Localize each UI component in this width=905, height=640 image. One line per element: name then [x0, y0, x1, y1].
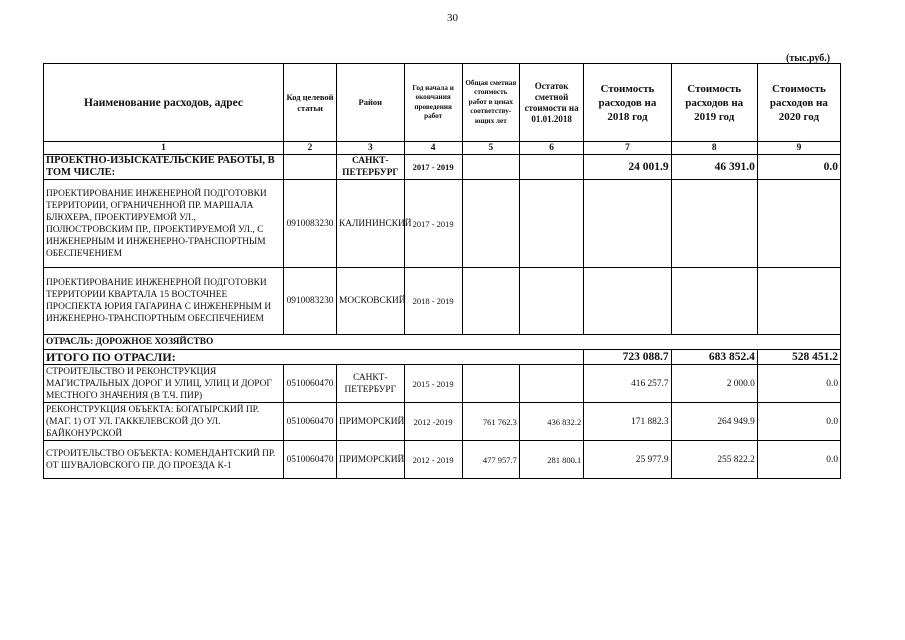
- row-2018: 171 882.3: [584, 403, 671, 441]
- row-name: ПРОЕКТИРОВАНИЕ ИНЖЕНЕРНОЙ ПОДГОТОВКИ ТЕРРИТОРИИ КВАРТАЛА 15 ВОСТОЧНЕЕ ПРОСПЕКТА ЮРИЯ ГАГАРИНА С ИНЖЕНЕРНЫМ И ИНЖЕНЕРНО-ТРАНСПОРТНЫМ ОБЕСПЕЧЕНИЕМ: [44, 268, 284, 335]
- header-cost-2018: Стоимость расходов на 2018 год: [584, 64, 671, 142]
- table-row: [44, 403, 841, 441]
- table-row: [44, 180, 841, 268]
- row-years: 2012 -2019: [404, 403, 462, 441]
- row-remaining: [519, 155, 583, 180]
- header-district: Район: [337, 64, 405, 142]
- row-name: РЕКОНСТРУКЦИЯ ОБЪЕКТА: БОГАТЫРСКИЙ ПР. (МАГ. 1) ОТ УЛ. ГАККЕЛЕВСКОЙ ДО УЛ. БАЙКОНУРСКОЙ: [44, 403, 284, 441]
- row-remaining: [519, 268, 583, 335]
- header-cost-2019: Стоимость расходов на 2019 год: [671, 64, 757, 142]
- row-years: 2015 - 2019: [404, 365, 462, 403]
- column-number: 5: [462, 142, 519, 155]
- table-row: [44, 365, 841, 403]
- column-number: 3: [337, 142, 405, 155]
- row-remaining: [519, 365, 583, 403]
- row-2020: 0.0: [757, 155, 840, 180]
- units-label: (тыс.руб.): [786, 53, 831, 64]
- row-district: КАЛИНИНСКИЙ: [337, 180, 405, 268]
- total-2019: 683 852.4: [671, 350, 757, 365]
- header-name: Наименование расходов, адрес: [44, 64, 284, 142]
- section-row: [44, 335, 841, 350]
- table-row: [44, 155, 841, 180]
- row-name: ПРОЕКТНО-ИЗЫСКАТЕЛЬСКИЕ РАБОТЫ, В ТОМ ЧИСЛЕ:: [44, 155, 284, 180]
- total-row: [44, 350, 841, 365]
- row-2019: [671, 180, 757, 268]
- row-name: СТРОИТЕЛЬСТВО ОБЪЕКТА: КОМЕНДАНТСКИЙ ПР. ОТ ШУВАЛОВСКОГО ПР. ДО ПРОЕЗДА К-1: [44, 441, 284, 479]
- column-number: 8: [671, 142, 757, 155]
- row-years: 2017 - 2019: [404, 155, 462, 180]
- row-2020: 0.0: [757, 403, 840, 441]
- row-2019: 46 391.0: [671, 155, 757, 180]
- row-total: 761 762.3: [462, 403, 519, 441]
- total-label: ИТОГО ПО ОТРАСЛИ:: [44, 350, 584, 365]
- row-2018: 416 257.7: [584, 365, 671, 403]
- row-years: 2012 - 2019: [404, 441, 462, 479]
- row-district: МОСКОВСКИЙ: [337, 268, 405, 335]
- row-total: [462, 155, 519, 180]
- column-number: 1: [44, 142, 284, 155]
- header-total-cost: Общая сметная стоимость работ в ценах соответству-ющих лет: [462, 64, 519, 142]
- row-total: 477 957.7: [462, 441, 519, 479]
- row-district: ПРИМОРСКИЙ: [337, 441, 405, 479]
- row-district: САНКТ-ПЕТЕРБУРГ: [337, 155, 405, 180]
- total-2020: 528 451.2: [757, 350, 840, 365]
- column-number: 2: [284, 142, 337, 155]
- column-number: 9: [757, 142, 840, 155]
- header-remaining: Остаток сметной стоимости на 01.01.2018: [519, 64, 583, 142]
- row-2018: 24 001.9: [584, 155, 671, 180]
- row-2019: 2 000.0: [671, 365, 757, 403]
- row-name: ПРОЕКТИРОВАНИЕ ИНЖЕНЕРНОЙ ПОДГОТОВКИ ТЕРРИТОРИИ, ОГРАНИЧЕННОЙ ПР. МАРШАЛА БЛЮХЕРА, ПРОЕКТИРУЕМОЙ УЛ., ПОЛЮСТРОВСКИМ ПР., ПРОЕКТИРУЕМОЙ УЛ., С ИНЖЕНЕРНЫМ И ИНЖЕНЕРНО-ТРАНСПОРТНЫМ ОБЕСПЕЧЕНИЕМ: [44, 180, 284, 268]
- row-2020: [757, 180, 840, 268]
- row-years: 2017 - 2019: [404, 180, 462, 268]
- row-2020: 0.0: [757, 365, 840, 403]
- table-row: [44, 441, 841, 479]
- column-number-row: [44, 142, 841, 155]
- row-code: 0510060470: [284, 403, 337, 441]
- row-2019: [671, 268, 757, 335]
- row-code: 0510060470: [284, 441, 337, 479]
- row-2019: 255 822.2: [671, 441, 757, 479]
- row-district: ПРИМОРСКИЙ: [337, 403, 405, 441]
- row-total: [462, 180, 519, 268]
- row-2018: [584, 268, 671, 335]
- row-code: 0910083230: [284, 268, 337, 335]
- row-2018: [584, 180, 671, 268]
- row-name: СТРОИТЕЛЬСТВО И РЕКОНСТРУКЦИЯ МАГИСТРАЛЬНЫХ ДОРОГ И УЛИЦ, УЛИЦ И ДОРОГ МЕСТНОГО ЗНАЧЕНИЯ (В Т.Ч. ПИР): [44, 365, 284, 403]
- column-number: 7: [584, 142, 671, 155]
- row-code: 0910083230: [284, 180, 337, 268]
- row-2020: [757, 268, 840, 335]
- header-cost-2020: Стоимость расходов на 2020 год: [757, 64, 840, 142]
- table-row: [44, 268, 841, 335]
- total-2018: 723 088.7: [584, 350, 671, 365]
- row-years: 2018 - 2019: [404, 268, 462, 335]
- row-total: [462, 268, 519, 335]
- row-code: [284, 155, 337, 180]
- header-code: Код целевой статьи: [284, 64, 337, 142]
- expenses-table: [43, 63, 841, 479]
- row-district: САНКТ-ПЕТЕРБУРГ: [337, 365, 405, 403]
- column-number: 4: [404, 142, 462, 155]
- row-remaining: 281 800.1: [519, 441, 583, 479]
- page-number: 30: [447, 12, 458, 24]
- row-2018: 25 977.9: [584, 441, 671, 479]
- row-remaining: [519, 180, 583, 268]
- column-number: 6: [519, 142, 583, 155]
- row-2019: 264 949.9: [671, 403, 757, 441]
- header-row: [44, 64, 841, 142]
- header-years: Год начала и окончания проведения работ: [404, 64, 462, 142]
- row-code: 0510060470: [284, 365, 337, 403]
- section-title: ОТРАСЛЬ: ДОРОЖНОЕ ХОЗЯЙСТВО: [44, 335, 841, 350]
- row-total: [462, 365, 519, 403]
- row-remaining: 436 832.2: [519, 403, 583, 441]
- row-2020: 0.0: [757, 441, 840, 479]
